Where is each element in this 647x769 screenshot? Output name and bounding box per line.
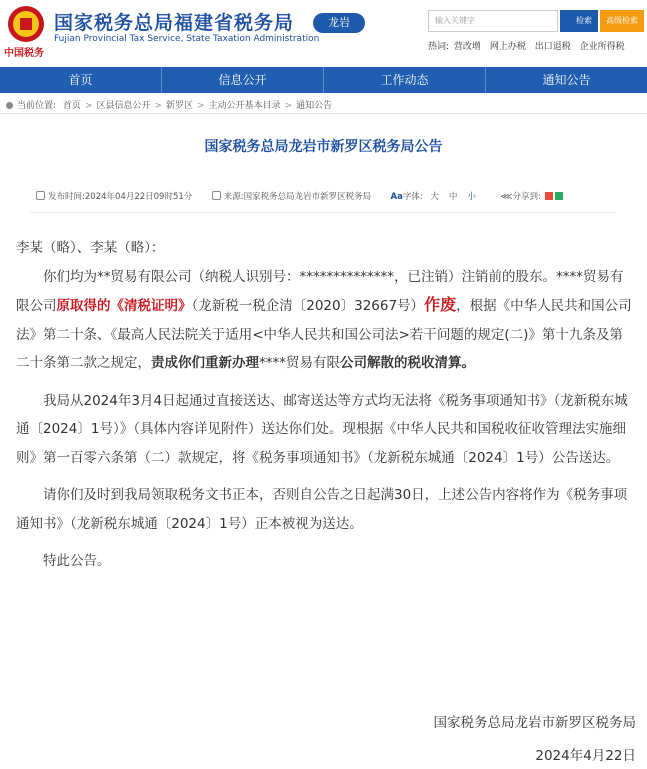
main-nav [0, 67, 647, 93]
p1-bold: 公司解散的税收清算 [340, 355, 462, 371]
breadcrumb-separator: > [84, 101, 93, 111]
paragraph-1 [16, 263, 634, 378]
breadcrumb [6, 98, 332, 111]
brand-text: 中国税务 [4, 48, 44, 59]
hot-words-label: 热词: [428, 42, 450, 52]
breadcrumb-item[interactable]: 主动公开基本目录 [208, 101, 281, 111]
paragraph-4: 特此公告。 [43, 553, 111, 569]
site-title[interactable]: 国家税务总局福建省税务局 [54, 12, 295, 34]
search-input[interactable]: 输入关键字 [428, 10, 558, 32]
nav-item-home[interactable]: 首页 [0, 67, 162, 93]
breadcrumb-item[interactable]: 首页 [62, 101, 81, 111]
wechat-share-icon[interactable] [555, 192, 563, 200]
font-size-icon: Aa [390, 192, 403, 202]
site-header [0, 0, 647, 66]
source-icon [212, 191, 221, 200]
breadcrumb-divider [0, 113, 647, 114]
p1-void-emphasis: 作废 [424, 295, 457, 314]
source-label: 来源: [223, 192, 244, 202]
breadcrumb-separator: > [154, 101, 163, 111]
region-badge[interactable]: 龙岩 [313, 13, 365, 33]
source-value: 国家税务总局龙岩市新罗区税务局 [243, 192, 372, 202]
p1-emphasis: 原取得的《清税证明》 [56, 298, 192, 314]
breadcrumb-item[interactable]: 新罗区 [166, 101, 194, 111]
share-label: 分享到: [512, 192, 541, 202]
article-meta [36, 190, 563, 202]
nav-item-info-disclosure[interactable]: 信息公开 [162, 67, 324, 93]
breadcrumb-item[interactable]: 通知公告 [296, 101, 333, 111]
location-icon [6, 102, 13, 109]
clock-icon [36, 191, 45, 200]
breadcrumb-separator: > [284, 101, 293, 111]
search-button-label: 检索 [576, 16, 592, 25]
hot-word-link[interactable]: 出口退税 [534, 42, 571, 52]
advanced-search-button[interactable]: 高级检索 [600, 10, 644, 32]
p1-text: 你们均为**贸易有限公司（纳税人识别号：**************，已注销）注销前的股东。****贸易有限公司 [16, 268, 624, 314]
breadcrumb-separator: > [197, 101, 205, 111]
hot-words [428, 39, 631, 52]
site-subtitle: Fujian Provincial Tax Service, State Taxation Administration [54, 34, 320, 44]
tax-emblem-icon [6, 4, 46, 44]
share-icon: ⋘ [500, 192, 513, 202]
hot-word-link[interactable]: 网上办税 [489, 42, 526, 52]
weibo-share-icon[interactable] [545, 192, 553, 200]
breadcrumb-label: 当前位置: [17, 101, 57, 111]
font-size-medium[interactable]: 中 [448, 192, 458, 202]
nav-item-notices[interactable]: 通知公告 [542, 73, 591, 87]
meta-divider [30, 212, 617, 213]
p1-text: 。 [461, 355, 475, 371]
salutation: 李某（略）、李某（略）： [16, 240, 165, 256]
breadcrumb-item[interactable]: 区县信息公开 [96, 101, 151, 111]
p1-text: （龙新税一税企清〔2020〕32667号） [191, 298, 425, 314]
article-body [16, 234, 634, 576]
font-size-large[interactable]: 大 [430, 192, 439, 202]
font-size-small[interactable]: 小 [467, 192, 476, 202]
search-button[interactable] [560, 10, 598, 32]
signature-organization: 国家税务总局龙岩市新罗区税务局 [433, 715, 636, 731]
hot-word-link[interactable]: 营改增 [453, 42, 481, 52]
p1-text: ，根据《中华人民共和国公司法》第二十条、《最高人民法院关于适用<中华人民共和国公司法>若干问题的规定(二)》第十九条及第二十条第二款之规定， [16, 298, 632, 371]
hot-word-link[interactable]: 企业所得税 [579, 42, 625, 52]
paragraph-3: 请你们及时到我局领取税务文书正本，否则自公告之日起满30日，上述公告内容将作为《税务事项通知书》（龙新税东城通〔2024〕1号）正本被视为送达。 [16, 487, 628, 532]
p1-text: ****贸易有限 [259, 355, 340, 371]
nav-item-work-news[interactable]: 工作动态 [324, 67, 486, 93]
p1-bold: 责成你们重新办理 [151, 355, 259, 371]
font-label: 字体: [402, 192, 423, 202]
paragraph-2: 我局从2024年3月4日起通过直接送达、邮寄送达等方式均无法将《税务事项通知书》（龙新税东城通〔2024〕1号）》（具体内容详见附件）送达你们处。现根据《中华人民共和国税收征收管理法实施细则》第一百零六条第（二）款规定，将《税务事项通知书》（龙新税东城通〔2024〕1号）公告送达。 [16, 392, 628, 466]
publish-time: 2024年04月22日09时51分 [84, 192, 193, 202]
publish-label: 发布时间: [48, 192, 85, 202]
article-title: 国家税务总局龙岩市新罗区税务局公告 [204, 139, 443, 155]
signature-date: 2024年4月22日 [535, 748, 636, 764]
